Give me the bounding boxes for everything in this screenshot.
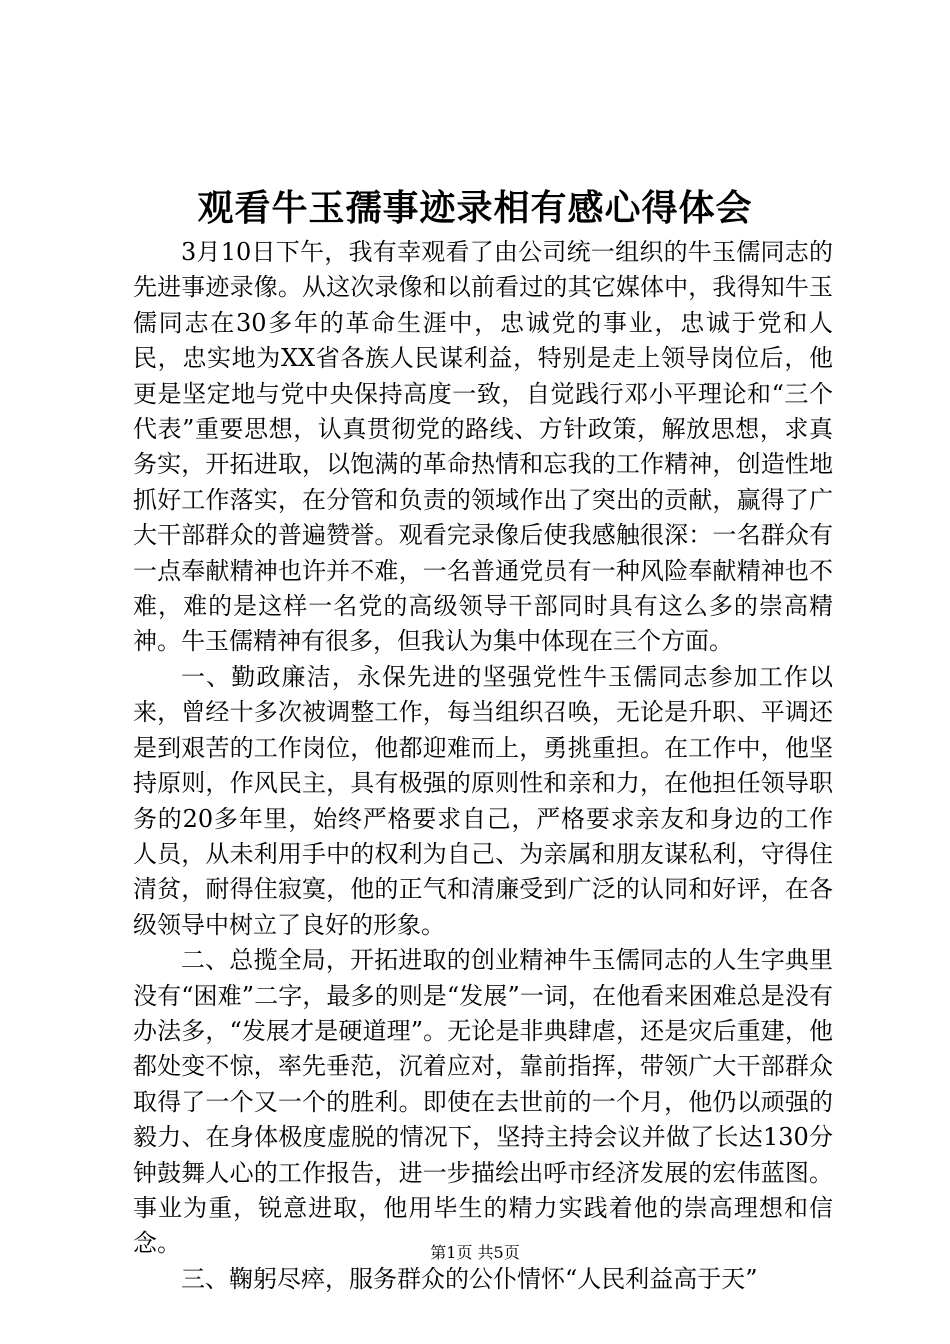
paragraph-section-2: 二、总揽全局，开拓进取的创业精神牛玉儒同志的人生字典里没有“困难”二字，最多的则是“发展”一词，在他看来困难总是没有办法多，“发展才是硬道理”。无论是非典肆虐，还是灾后重建，他都处变不惊，率先垂范，沉着应对，靠前指挥，带领广大干部群众取得了一个又一个的胜利。即使在去世前的一个月，他仍以顽强的毅力、在身体极度虚脱的情况下，坚持主持会议并做了长达130分钟鼓舞人心的工作报告，进一步描绘出呼市经济发展的宏伟蓝图。事业为重，锐意进取，他用毕生的精力实践着他的崇高理想和信念。 [133, 946, 833, 1258]
paragraph-intro: 3月10日下午，我有幸观看了由公司统一组织的牛玉儒同志的先进事迹录像。从这次录像和以前看过的其它媒体中，我得知牛玉儒同志在30多年的革命生涯中，忠诚党的事业，忠诚于党和人民，忠实地为XX省各族人民谋利益，特别是走上领导岗位后，他更是坚定地与党中央保持高度一致，自觉践行邓小平理论和“三个代表”重要思想，认真贯彻党的路线、方针政策，解放思想，求真务实，开拓进取，以饱满的革命热情和忘我的工作精神，创造性地抓好工作落实，在分管和负责的领域作出了突出的贡献，赢得了广大干部群众的普遍赞誉。观看完录像后使我感触很深：一名群众有一点奉献精神也许并不难，一名普通党员有一种风险奉献精神也不难，难的是这样一名党的高级领导干部同时具有这么多的崇高精神。牛玉儒精神有很多，但我认为集中体现在三个方面。 [133, 238, 833, 656]
paragraph-section-3: 三、鞠躬尽瘁，服务群众的公仆情怀“人民利益高于天” [181, 1264, 758, 1293]
paragraph-section-1: 一、勤政廉洁，永保先进的坚强党性牛玉儒同志参加工作以来，曾经十多次被调整工作，每当组织召唤，无论是升职、平调还是到艰苦的工作岗位，他都迎难而上，勇挑重担。在工作中，他坚持原则，作风民主，具有极强的原则性和亲和力，在他担任领导职务的20多年里，始终严格要求自己，严格要求亲友和身边的工作人员，从未利用手中的权利为自己、为亲属和朋友谋私利，守得住清贫，耐得住寂寞，他的正气和清廉受到广泛的认同和好评，在各级领导中树立了良好的形象。 [133, 662, 833, 939]
document-title: 观看牛玉孺事迹录相有感心得体会 [197, 187, 753, 229]
page-number-footer: 第1页 共5页 [430, 1243, 520, 1262]
document-body [133, 235, 833, 1297]
